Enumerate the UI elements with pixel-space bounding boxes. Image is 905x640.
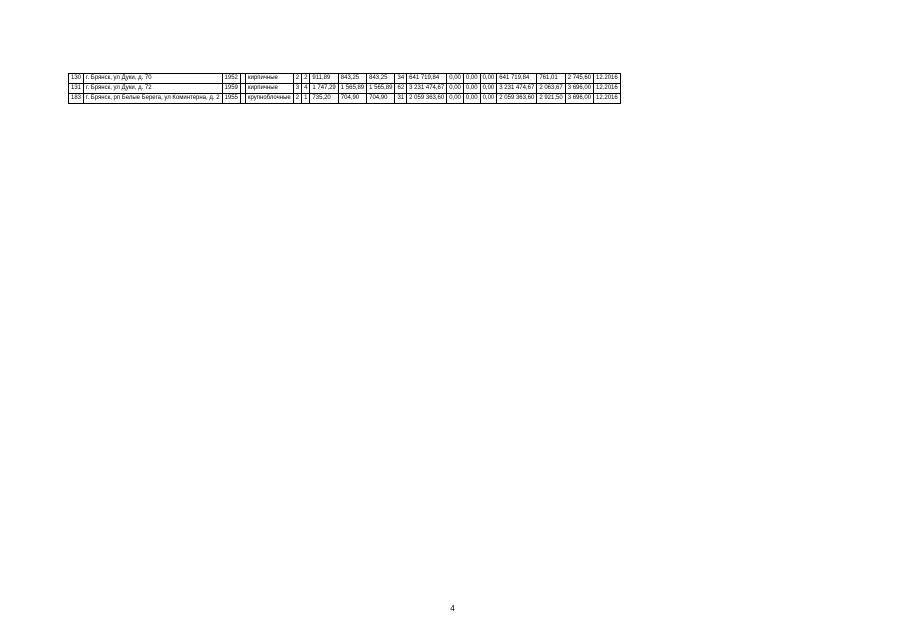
table-cell: 2 063,67 [537,84,565,94]
table-cell: кирпичные [245,84,293,94]
table-row [69,74,621,84]
table-cell: г. Брянск, ул Дуки, д. 70 [84,74,223,84]
table-cell: 911,89 [310,74,338,84]
table-cell: 34 [395,74,407,84]
table-cell: 0,00 [463,94,480,104]
table-cell: 3 231 474,67 [407,84,447,94]
table-cell: 735,20 [310,94,338,104]
table-cell: 131 [69,84,84,94]
table-cell: 0,00 [447,94,464,104]
table-row [69,94,621,104]
table-cell: 843,25 [338,74,366,84]
table-cell: 704,90 [367,94,395,104]
table-cell: 1 747,29 [310,84,338,94]
table-cell: кирпичные [245,74,293,84]
table-cell: 1 565,89 [367,84,395,94]
table-cell: 0,00 [463,84,480,94]
table-cell: 0,00 [480,94,497,104]
table-cell: 31 [395,94,407,104]
table-cell: 641 719,84 [497,74,537,84]
housing-table [68,73,621,104]
table-cell: 2 921,50 [537,94,565,104]
table-cell: 183 [69,94,84,104]
table-cell: 1952 [222,74,240,84]
table-cell: 0,00 [463,74,480,84]
table-cell: 12.2016 [594,94,621,104]
table-cell: г. Брянск, ул Дуки, д. 72 [84,84,223,94]
table-cell: 3 696,00 [565,84,593,94]
page-number: 4 [450,604,455,613]
table-cell: 3 231 474,67 [497,84,537,94]
table-cell: 2 059 363,60 [407,94,447,104]
table-cell: 0,00 [480,84,497,94]
table-cell: 62 [395,84,407,94]
table-cell: 130 [69,74,84,84]
table-cell: 761,01 [537,74,565,84]
table-cell: 1 [302,94,310,104]
table-cell: 2 [293,74,301,84]
table-cell: 12.2016 [594,84,621,94]
table-cell: 12.2016 [594,74,621,84]
table-cell: г. Брянск, рп Белые Берега, ул Коминтерна, д. 2 [84,94,223,104]
table-cell: 641 719,84 [407,74,447,84]
table-cell: 0,00 [447,84,464,94]
table-cell: 2 745,60 [565,74,593,84]
table-cell: 3 [293,84,301,94]
table-cell: 2 [302,74,310,84]
table-cell: 0,00 [480,74,497,84]
table-cell: крупноблочные [245,94,293,104]
table-cell: 3 696,00 [565,94,593,104]
table-cell: 704,90 [338,94,366,104]
table-row [69,84,621,94]
table-cell: 2 059 363,60 [497,94,537,104]
table-cell: 2 [293,94,301,104]
table-cell: 1959 [222,84,240,94]
table-cell: 1 565,89 [338,84,366,94]
table-cell: 1955 [222,94,240,104]
table-cell: 843,25 [367,74,395,84]
table-cell: 0,00 [447,74,464,84]
table-cell: 4 [302,84,310,94]
